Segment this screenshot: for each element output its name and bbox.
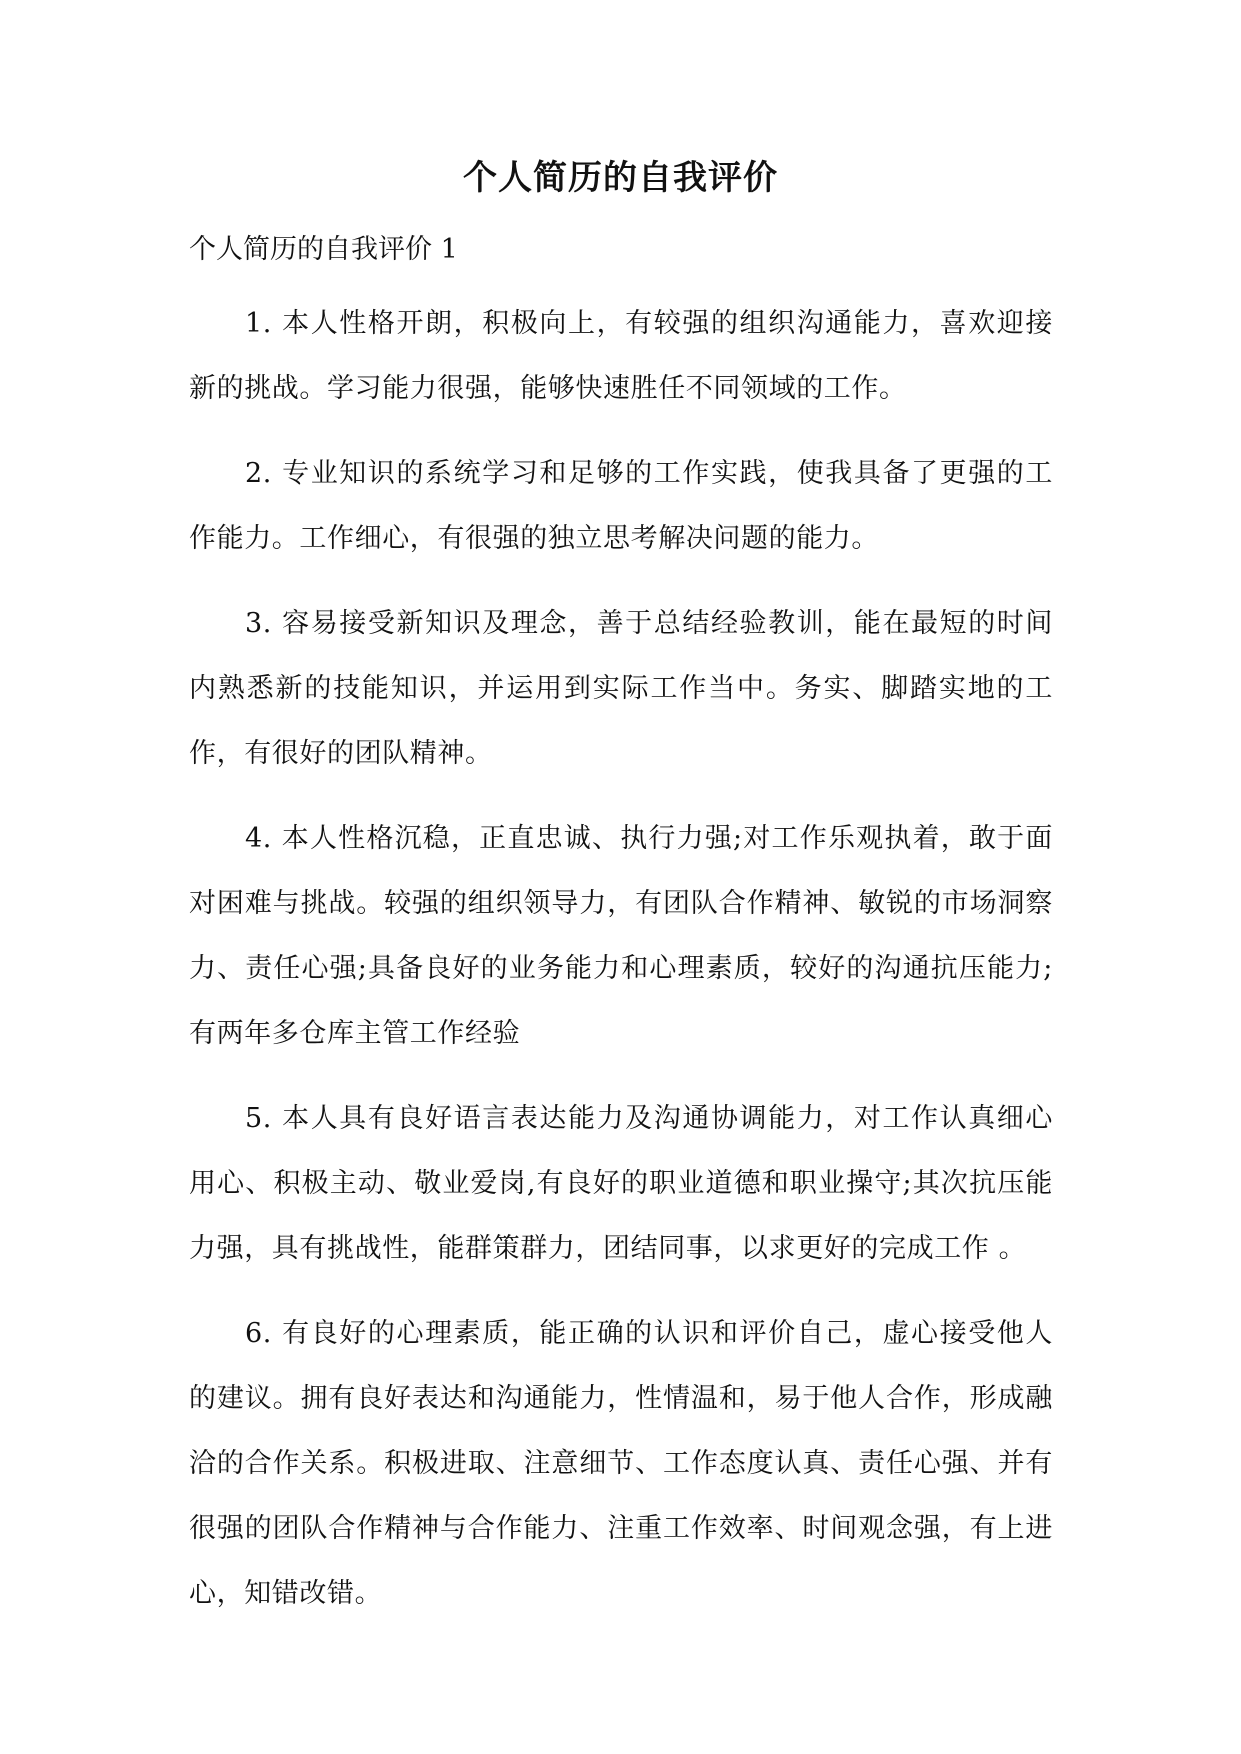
paragraph-6: 6. 有良好的心理素质，能正确的认识和评价自己，虚心接受他人的建议。拥有良好表达和沟通能力，性情温和，易于他人合作，形成融洽的合作关系。积极进取、注意细节、工作态度认真、责任心强、并有很强的团队合作精神与合作能力、注重工作效率、时间观念强，有上进心，知错改错。 bbox=[189, 1318, 1053, 1609]
paragraph-4: 4. 本人性格沉稳，正直忠诚、执行力强;对工作乐观执着，敢于面对困难与挑战。较强的组织领导力，有团队合作精神、敏锐的市场洞察力、责任心强;具备良好的业务能力和心理素质，较好的沟通抗压能力;有两年多仓库主管工作经验 bbox=[189, 823, 1053, 1049]
section-heading: 个人简历的自我评价 1 bbox=[189, 234, 458, 265]
paragraph-2: 2. 专业知识的系统学习和足够的工作实践，使我具备了更强的工作能力。工作细心，有很强的独立思考解决问题的能力。 bbox=[189, 458, 1053, 554]
paragraph-3: 3. 容易接受新知识及理念，善于总结经验教训，能在最短的时间内熟悉新的技能知识，并运用到实际工作当中。务实、脚踏实地的工作，有很好的团队精神。 bbox=[189, 608, 1053, 769]
document-title: 个人简历的自我评价 bbox=[463, 158, 778, 198]
paragraph-5: 5. 本人具有良好语言表达能力及沟通协调能力，对工作认真细心用心、积极主动、敬业爱岗,有良好的职业道德和职业操守;其次抗压能力强，具有挑战性，能群策群力，团结同事，以求更好的完成工作 。 bbox=[189, 1103, 1053, 1264]
paragraph-1: 1. 本人性格开朗，积极向上，有较强的组织沟通能力，喜欢迎接新的挑战。学习能力很强，能够快速胜任不同领域的工作。 bbox=[189, 308, 1053, 404]
document-body bbox=[189, 291, 1053, 1646]
